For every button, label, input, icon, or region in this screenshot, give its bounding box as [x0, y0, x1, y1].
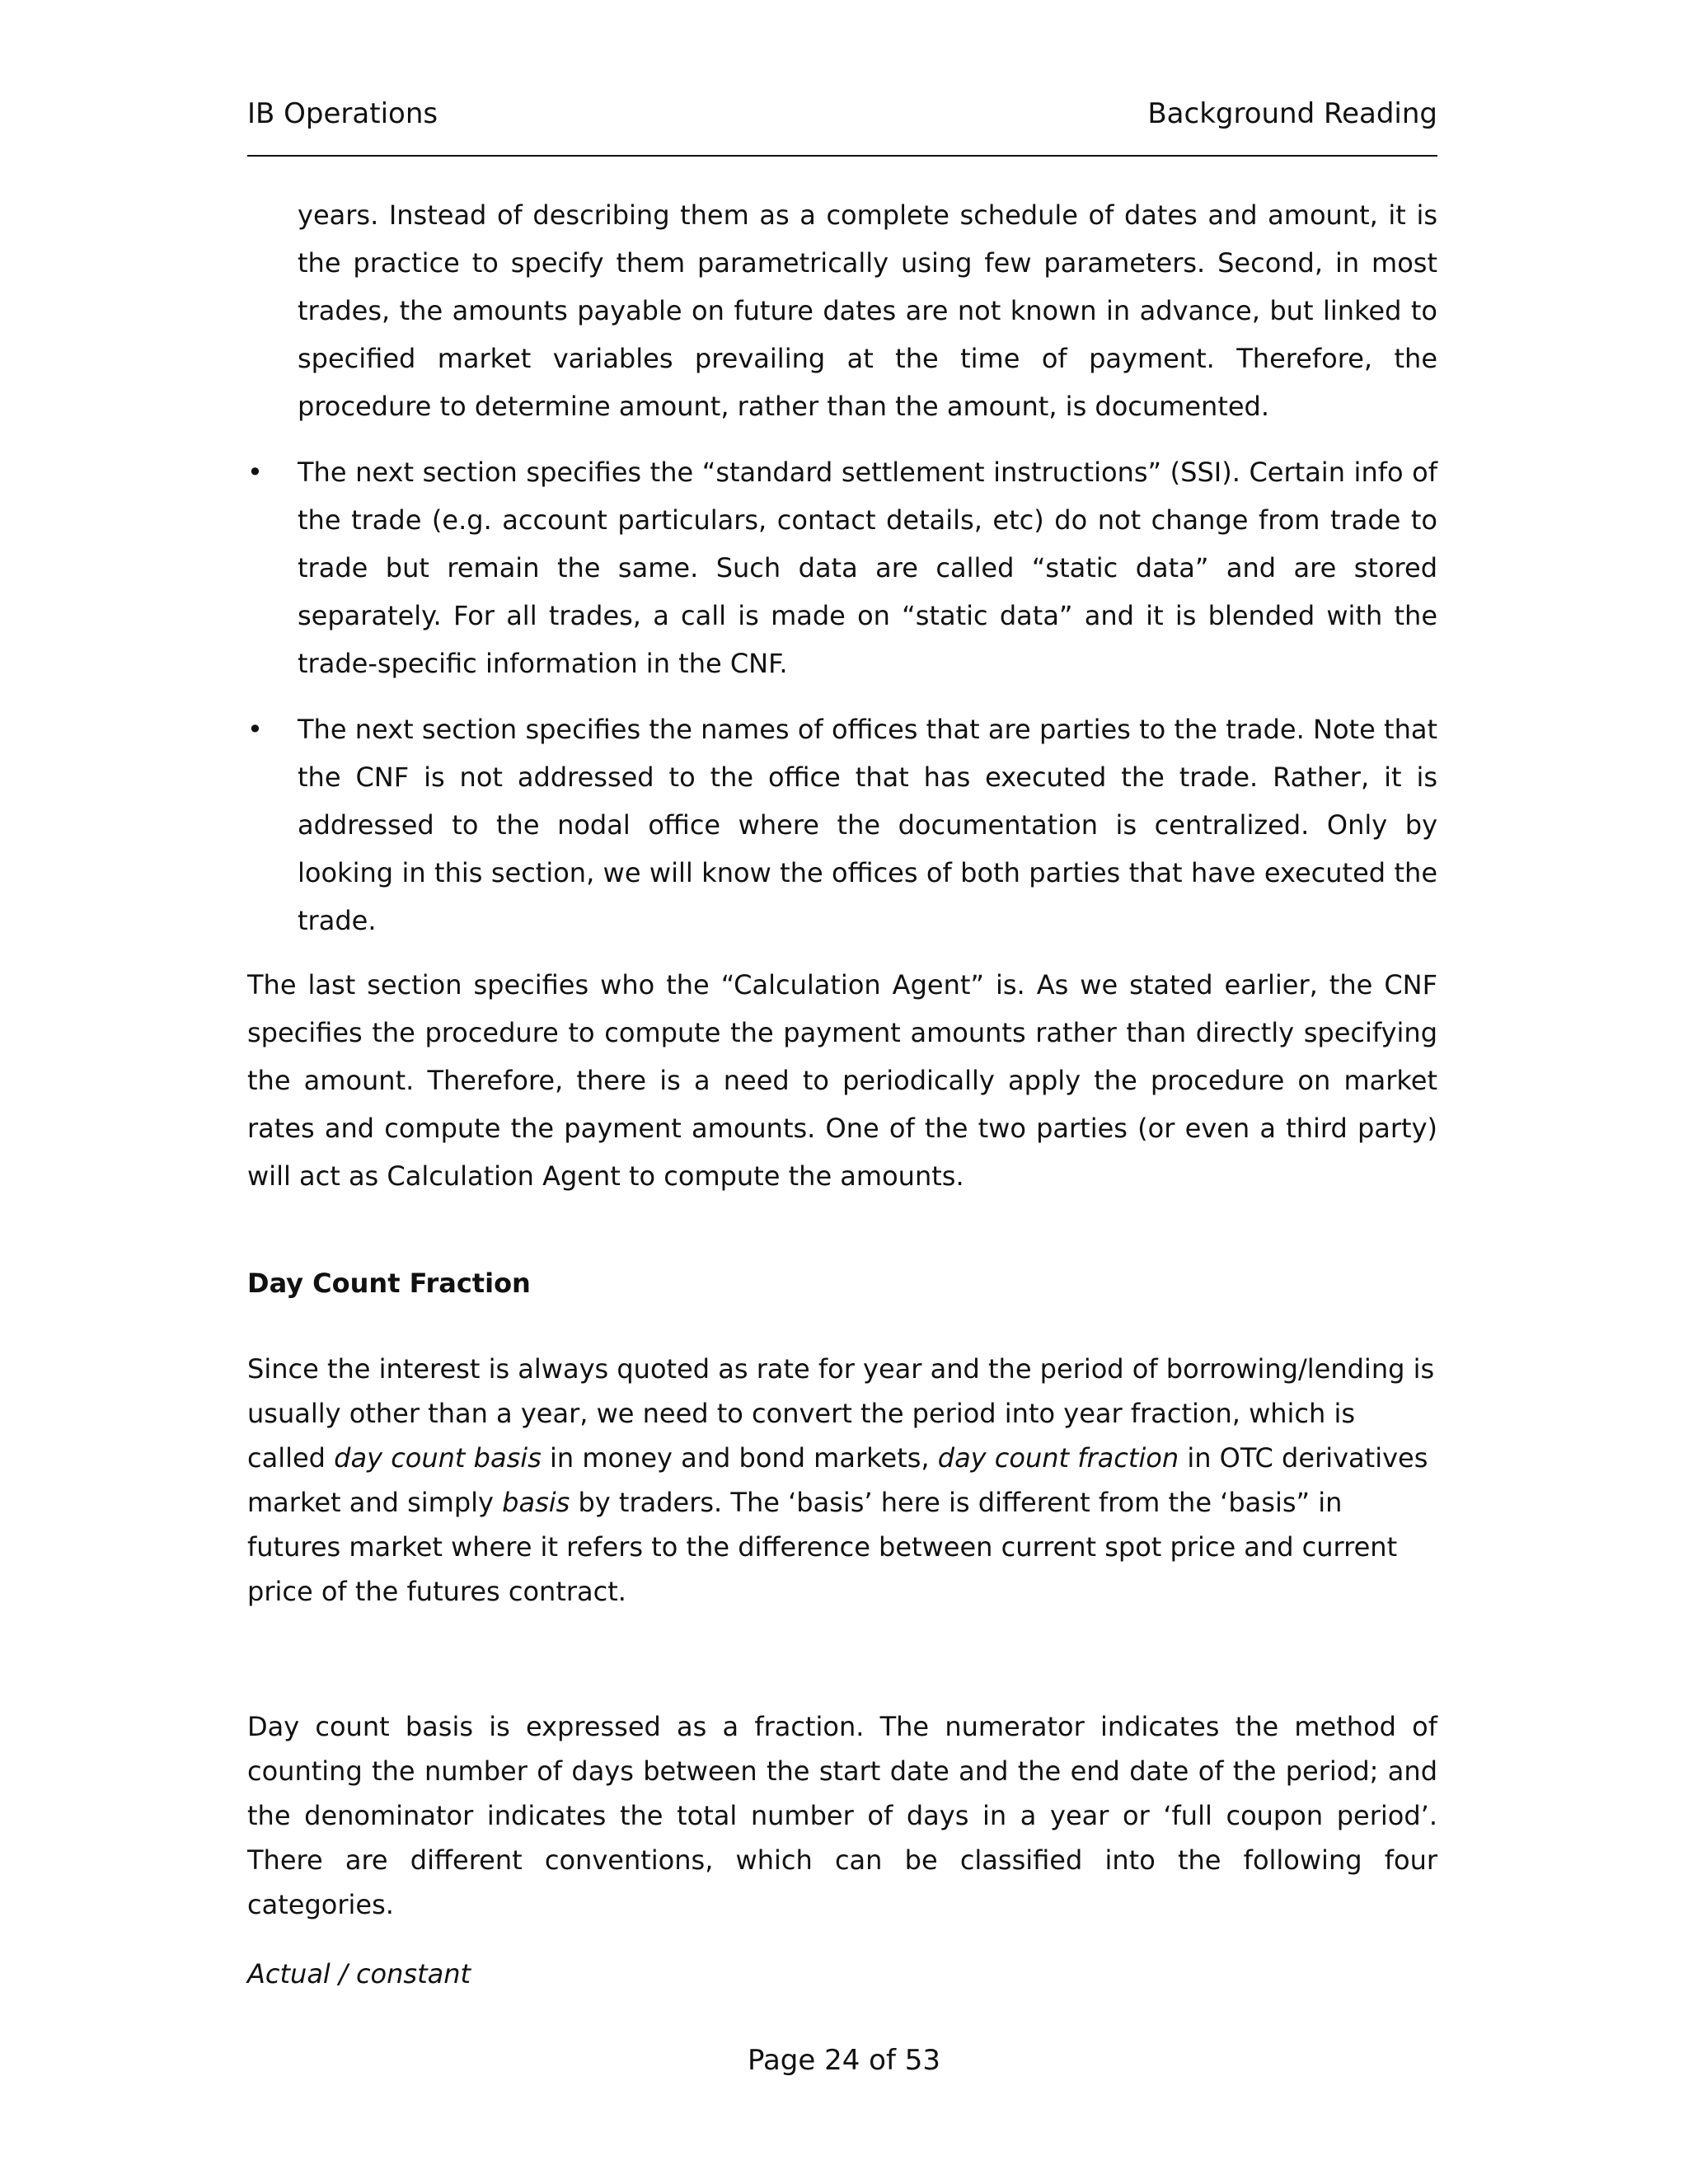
- day-count-text-4: by traders. The ‘basis’ here is different from the ‘basis” in futures market where it refers to the difference between current spot price and current price of the futures contract.: [247, 1487, 1398, 1607]
- bullet-text: The next section specifies the names of offices that are parties to the trade. Note that the CNF is not addressed to the office that has executed the trade. Rather, it is addressed to the nodal office where the documentation is centralized. Only by looking in this section, we will know the offices of both parties that have executed the trade.: [298, 714, 1437, 936]
- section-heading: Day Count Fraction: [247, 1268, 531, 1299]
- bullet-text: The next section specifies the “standard settlement instructions” (SSI). Certain info of the trade (e.g. account particulars, contact details, etc) do not change from trade to trade but remain the same. Such data are called “static data” and are stored separately. For all trades, a call is made on “static data” and it is blended with the trade-specific information in the CNF.: [298, 457, 1437, 679]
- day-count-term-2: day count fraction: [937, 1442, 1179, 1474]
- bullet-item-ssi: [247, 448, 1437, 687]
- day-count-text-3: in OTC derivatives market and simply: [247, 1442, 1428, 1518]
- day-count-text-2: in money and bond markets,: [541, 1442, 938, 1474]
- page-number-footer: Page 24 of 53: [747, 2044, 941, 2077]
- fraction-paragraph: Day count basis is expressed as a fraction. The numerator indicates the method of counting the number of days between the start date and the end date of the period; and the denominator indicates the total number of days in a year or ‘full coupon period’. There are different conventions, which can be classified into the following four categories.: [247, 1711, 1437, 1920]
- day-count-term-3: basis: [502, 1487, 570, 1518]
- subheading-actual-constant: Actual / constant: [247, 1958, 471, 1990]
- day-count-text-1: Since the interest is always quoted as rate for year and the period of borrowing/lending is usually other than a year, we need to convert the period into year fraction, which is called: [247, 1353, 1435, 1474]
- calculation-agent-paragraph: The last section specifies who the “Calculation Agent” is. As we stated earlier, the CNF specifies the procedure to compute the payment amounts rather than directly specifying the amount. Therefore, there is a need to periodically apply the procedure on market rates and compute the payment amounts. One of the two parties (or even a third party) will act as Calculation Agent to compute the amounts.: [247, 969, 1437, 1192]
- bullet-icon: •: [247, 714, 263, 745]
- page-body: [247, 191, 1437, 1998]
- continued-paragraph: years. Instead of describing them as a complete schedule of dates and amount, it is the practice to specify them parametrically using few parameters. Second, in most trades, the amounts payable on future dates are not known in advance, but linked to specified market variables prevailing at the time of payment. Therefore, the procedure to determine amount, rather than the amount, is documented.: [298, 199, 1437, 422]
- day-count-paragraph: [247, 1347, 1437, 1614]
- header-right-title: Background Reading: [1147, 97, 1437, 130]
- header-left-title: IB Operations: [247, 97, 438, 130]
- header-divider: [247, 155, 1437, 157]
- bullet-icon: •: [247, 457, 263, 488]
- page-header: [247, 97, 1437, 137]
- bullet-item-offices: [247, 705, 1437, 944]
- day-count-term-1: day count basis: [334, 1442, 542, 1474]
